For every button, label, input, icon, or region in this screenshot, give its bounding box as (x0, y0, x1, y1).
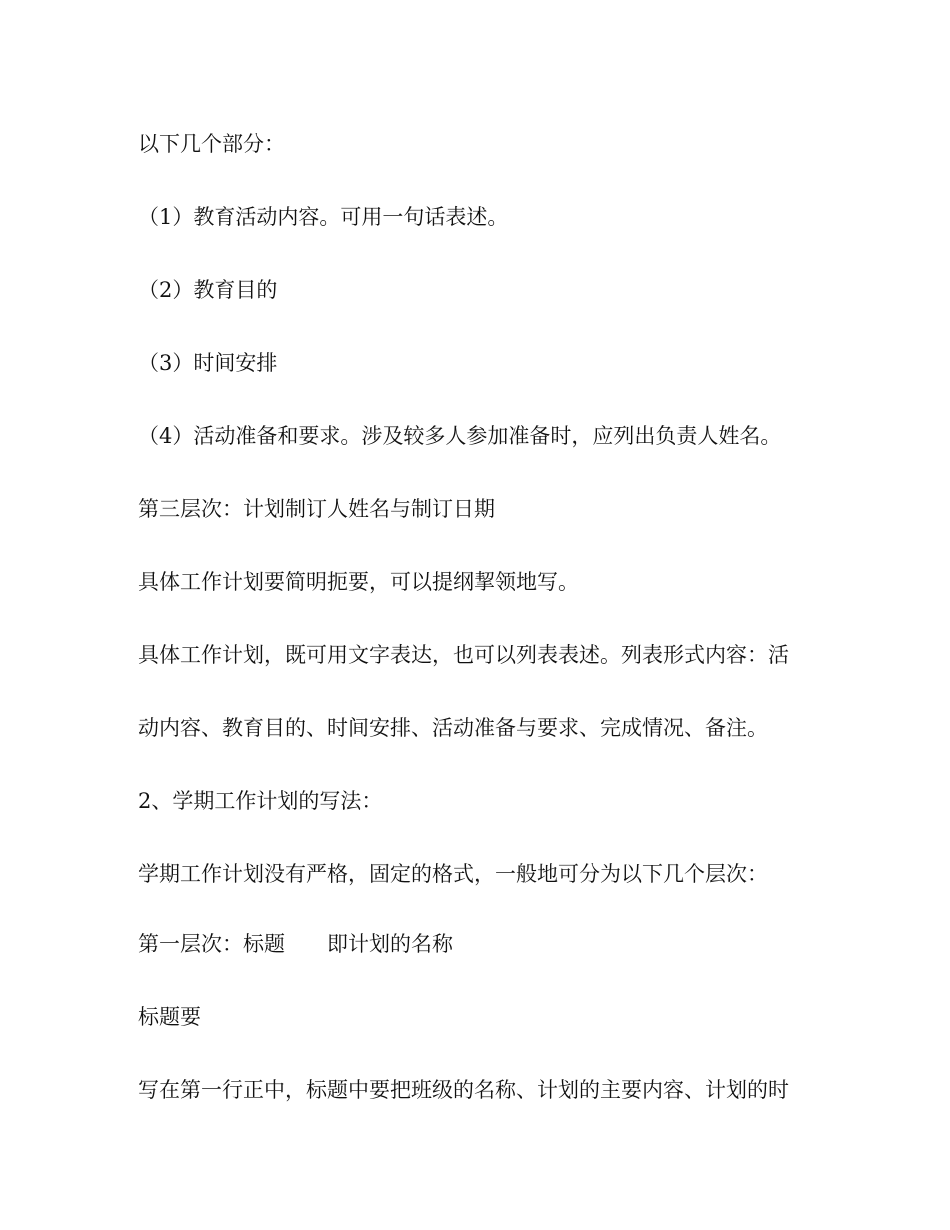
text-line-item-3: （3）时间安排 (138, 351, 278, 375)
text-line-parts-intro: 以下几个部分： (138, 132, 285, 156)
text-line-list-form: 具体工作计划，既可用文字表达，也可以列表表述。列表形式内容：活 (138, 643, 789, 667)
text-line-title-requirement: 标题要 (138, 1005, 201, 1029)
text-line-concise: 具体工作计划要简明扼要，可以提纲挈领地写。 (138, 570, 579, 594)
text-line-item-4: （4）活动准备和要求。涉及较多人参加准备时，应列出负责人姓名。 (138, 424, 782, 448)
text-line-title-centered: 写在第一行正中，标题中要把班级的名称、计划的主要内容、计划的时 (138, 1078, 789, 1102)
text-line-section-2: 2、学期工作计划的写法： (138, 789, 383, 813)
text-line-item-2: （2）教育目的 (138, 278, 278, 302)
text-line-level-1-title: 第一层次：标题 即计划的名称 (138, 932, 453, 956)
text-line-level-3: 第三层次：计划制订人姓名与制订日期 (138, 497, 495, 521)
text-line-item-1: （1）教育活动内容。可用一句话表述。 (138, 205, 509, 229)
text-line-no-fixed-format: 学期工作计划没有严格，固定的格式，一般地可分为以下几个层次： (138, 862, 768, 886)
text-line-list-form-cont: 动内容、教育目的、时间安排、活动准备与要求、完成情况、备注。 (138, 716, 768, 740)
